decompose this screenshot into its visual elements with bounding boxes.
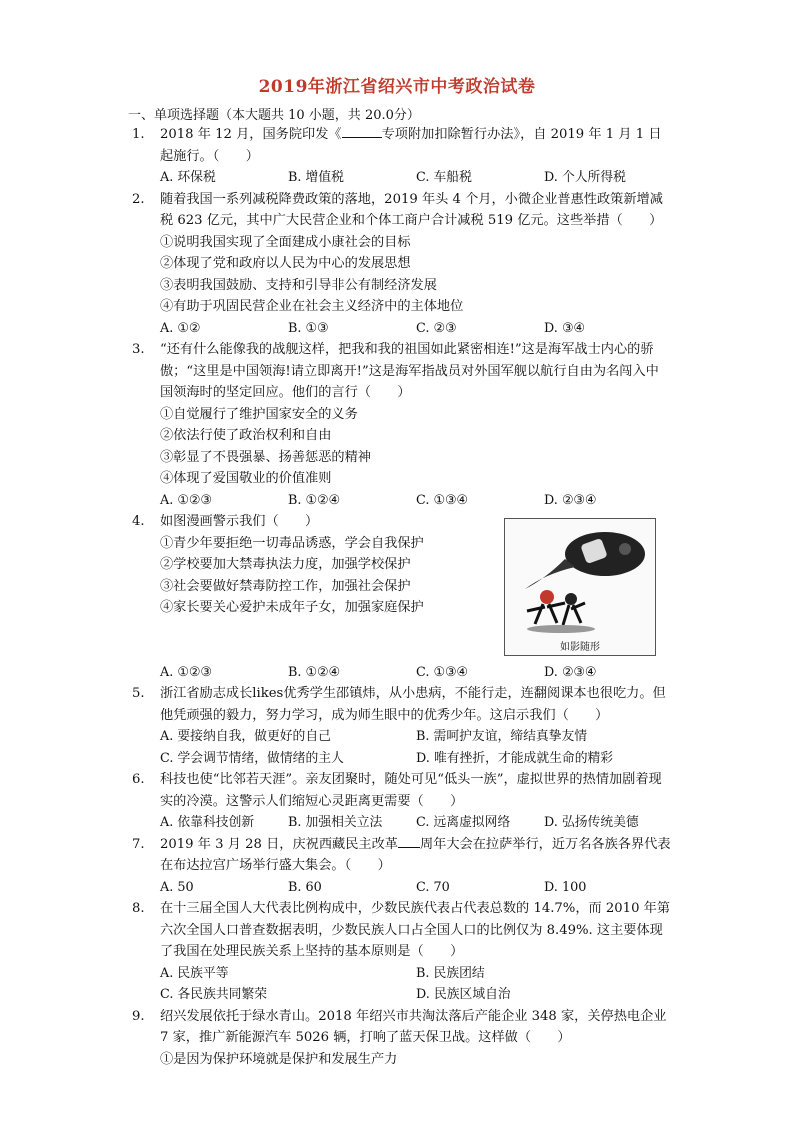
option-b[interactable]: B. ①②④ — [288, 492, 340, 508]
option-c[interactable]: C. 各民族共同繁荣 — [160, 987, 268, 1002]
option-c[interactable]: C. 远离虚拟网络 — [416, 815, 511, 830]
question-5 — [132, 683, 672, 769]
statement: ③社会要做好禁毒防控工作，加强社会保护 — [160, 578, 411, 594]
stem-part: 2019 年 3 月 28 日，庆祝西藏民主改革 — [160, 836, 398, 852]
options-row — [160, 662, 672, 684]
statement: ④家长要关心爱护未成年子女，加强家庭保护 — [160, 600, 424, 615]
stem-part: 周年大会在拉萨举行，近万名各族各界代表在布达拉宫广场举行盛大集会。（ ） — [160, 836, 671, 873]
option-d[interactable]: D. 个人所得税 — [544, 170, 626, 185]
options-row — [160, 877, 672, 899]
question-number: 1. — [132, 127, 145, 142]
question-number: 6. — [132, 772, 145, 787]
page-title: 2019年浙江省绍兴市中考政治试卷 — [258, 77, 536, 97]
options-row — [160, 167, 672, 189]
answer-blank — [398, 835, 420, 848]
options-row — [160, 490, 672, 512]
question-stem: 科技也使“比邻若天涯”。亲友团聚时，随处可见“低头一族”，虚拟世界的热情加剧着现实的冷漠。这警示人们缩短心灵距离更需要（ ） — [160, 772, 662, 809]
question-8 — [132, 898, 672, 1006]
question-stem: 绍兴发展依托于绿水青山。2018 年绍兴市共淘汰落后产能企业 348 家，关停热电企业 7 家，推广新能源汽车 5026 辆，打响了蓝天保卫战。这样做（ ） — [160, 1008, 667, 1045]
section-heading: 一、单项选择题（本大题共 10 小题，共 20.0分） — [128, 108, 420, 123]
option-b[interactable]: B. 加强相关立法 — [288, 815, 383, 830]
statement: ②体现了党和政府以人民为中心的发展思想 — [160, 256, 411, 271]
options-grid — [160, 963, 672, 1006]
statement: ①自觉履行了维护国家安全的义务 — [160, 406, 358, 422]
statement: ③彰显了不畏强暴、扬善惩恶的精神 — [160, 449, 371, 465]
option-a[interactable]: A. ①② — [160, 320, 201, 336]
statement: ②依法行使了政治权利和自由 — [160, 428, 332, 443]
stem-part: 专项附加扣除暂行办法》，自 2019 年 1 月 1 日起施行。（ ） — [160, 127, 662, 164]
option-c[interactable]: C. ②③ — [416, 320, 457, 336]
option-d[interactable]: D. ②③④ — [544, 664, 597, 680]
option-a[interactable]: A. 要接纳自我，做更好的自己 — [160, 729, 331, 744]
question-2 — [132, 189, 672, 340]
statement: ①青少年要拒绝一切毒品诱惑，学会自我保护 — [160, 535, 424, 551]
option-b[interactable]: B. 需呵护友谊，缔结真挚友情 — [416, 729, 588, 744]
cartoon-drawing — [505, 519, 655, 639]
option-a[interactable]: A. 50 — [160, 879, 194, 895]
option-b[interactable]: B. 60 — [288, 879, 322, 895]
question-3 — [132, 339, 672, 511]
option-b[interactable]: B. ①②④ — [288, 664, 340, 680]
question-text-column — [160, 511, 500, 662]
option-d[interactable]: D. ②③④ — [544, 492, 597, 508]
question-number: 7. — [132, 836, 145, 852]
statement: ③表明我国鼓励、支持和引导非公有制经济发展 — [160, 277, 437, 293]
question-stem: 浙江省励志成长likes优秀学生邵镇炜，从小患病，不能行走，连翻阅课本也很吃力。但他凭顽强的毅力，努力学习，成为师生眼中的优秀少年。这启示我们（ ） — [160, 686, 666, 723]
statement: ④有助于巩固民营企业在社会主义经济中的主体地位 — [160, 299, 464, 314]
question-stem: 在十三届全国人大代表比例构成中，少数民族代表占代表总数的 14.7%，而 2010 年第六次全国人口普查数据表明，少数民族人口占全国人口的比例仅为 8.49%. 这主要体现了我国在处理民族关系上坚持的基本原则是（ ） — [160, 901, 671, 959]
option-c[interactable]: C. 学会调节情绪，做情绪的主人 — [160, 750, 344, 766]
option-d[interactable]: D. 100 — [544, 879, 587, 895]
question-number: 2. — [132, 191, 145, 207]
option-b[interactable]: B. 民族团结 — [416, 965, 485, 981]
cartoon-image — [504, 518, 656, 656]
option-a[interactable]: A. 环保税 — [160, 170, 216, 185]
question-stem: 随着我国一系列减税降费政策的落地，2019 年头 4 个月，小微企业普惠性政策新增减税 623 亿元，其中广大民营企业和个体工商户合计减税 519 亿元。这些举措（ ） — [160, 191, 663, 228]
option-b[interactable]: B. ①③ — [288, 320, 329, 336]
question-stem — [160, 834, 672, 877]
option-a[interactable]: A. ①②③ — [160, 664, 212, 680]
options-row — [160, 812, 672, 834]
question-stem — [160, 124, 672, 167]
question-stem: 如图漫画警示我们（ ） — [160, 514, 319, 529]
question-6 — [132, 769, 672, 834]
option-b[interactable]: B. 增值税 — [288, 170, 344, 185]
question-7 — [132, 834, 672, 899]
cartoon-caption: 如影随形 — [560, 642, 600, 653]
statement: ①是因为保护环境就是保护和发展生产力 — [160, 1051, 398, 1067]
statement: ②学校要加大禁毒执法力度，加强学校保护 — [160, 557, 411, 572]
statement: ④体现了爱国敬业的价值准则 — [160, 471, 332, 486]
stem-part: 2018 年 12 月，国务院印发《 — [160, 127, 342, 142]
option-d[interactable]: D. 民族区域自治 — [416, 987, 511, 1002]
option-d[interactable]: D. 弘扬传统美德 — [544, 815, 639, 830]
options-row — [160, 318, 672, 340]
question-1 — [132, 124, 672, 189]
option-d[interactable]: D. 唯有挫折，才能成就生命的精彩 — [416, 750, 614, 766]
option-c[interactable]: C. ①③④ — [416, 492, 468, 508]
option-c[interactable]: C. ①③④ — [416, 664, 468, 680]
question-number: 3. — [132, 342, 145, 357]
answer-blank — [342, 125, 382, 138]
question-9 — [132, 1006, 672, 1071]
question-number: 9. — [132, 1008, 145, 1024]
option-a[interactable]: A. ①②③ — [160, 492, 212, 508]
question-stem: “还有什么能像我的战舰这样，把我和我的祖国如此紧密相连!”这是海军战士内心的骄傲；“这里是中国领海!请立即离开!”这是海军指战员对外国军舰以航行自由为名闯入中国领海时的坚定回应。他们的言行（ ） — [160, 342, 659, 400]
question-number: 8. — [132, 901, 145, 916]
option-d[interactable]: D. ③④ — [544, 320, 585, 336]
question-number: 5. — [132, 686, 145, 701]
option-a[interactable]: A. 依靠科技创新 — [160, 815, 255, 830]
option-c[interactable]: C. 70 — [416, 879, 450, 895]
options-grid — [160, 726, 672, 769]
option-c[interactable]: C. 车船税 — [416, 170, 472, 185]
question-number: 4. — [132, 514, 145, 529]
statement: ①说明我国实现了全面建成小康社会的目标 — [160, 234, 411, 250]
option-a[interactable]: A. 民族平等 — [160, 965, 229, 981]
